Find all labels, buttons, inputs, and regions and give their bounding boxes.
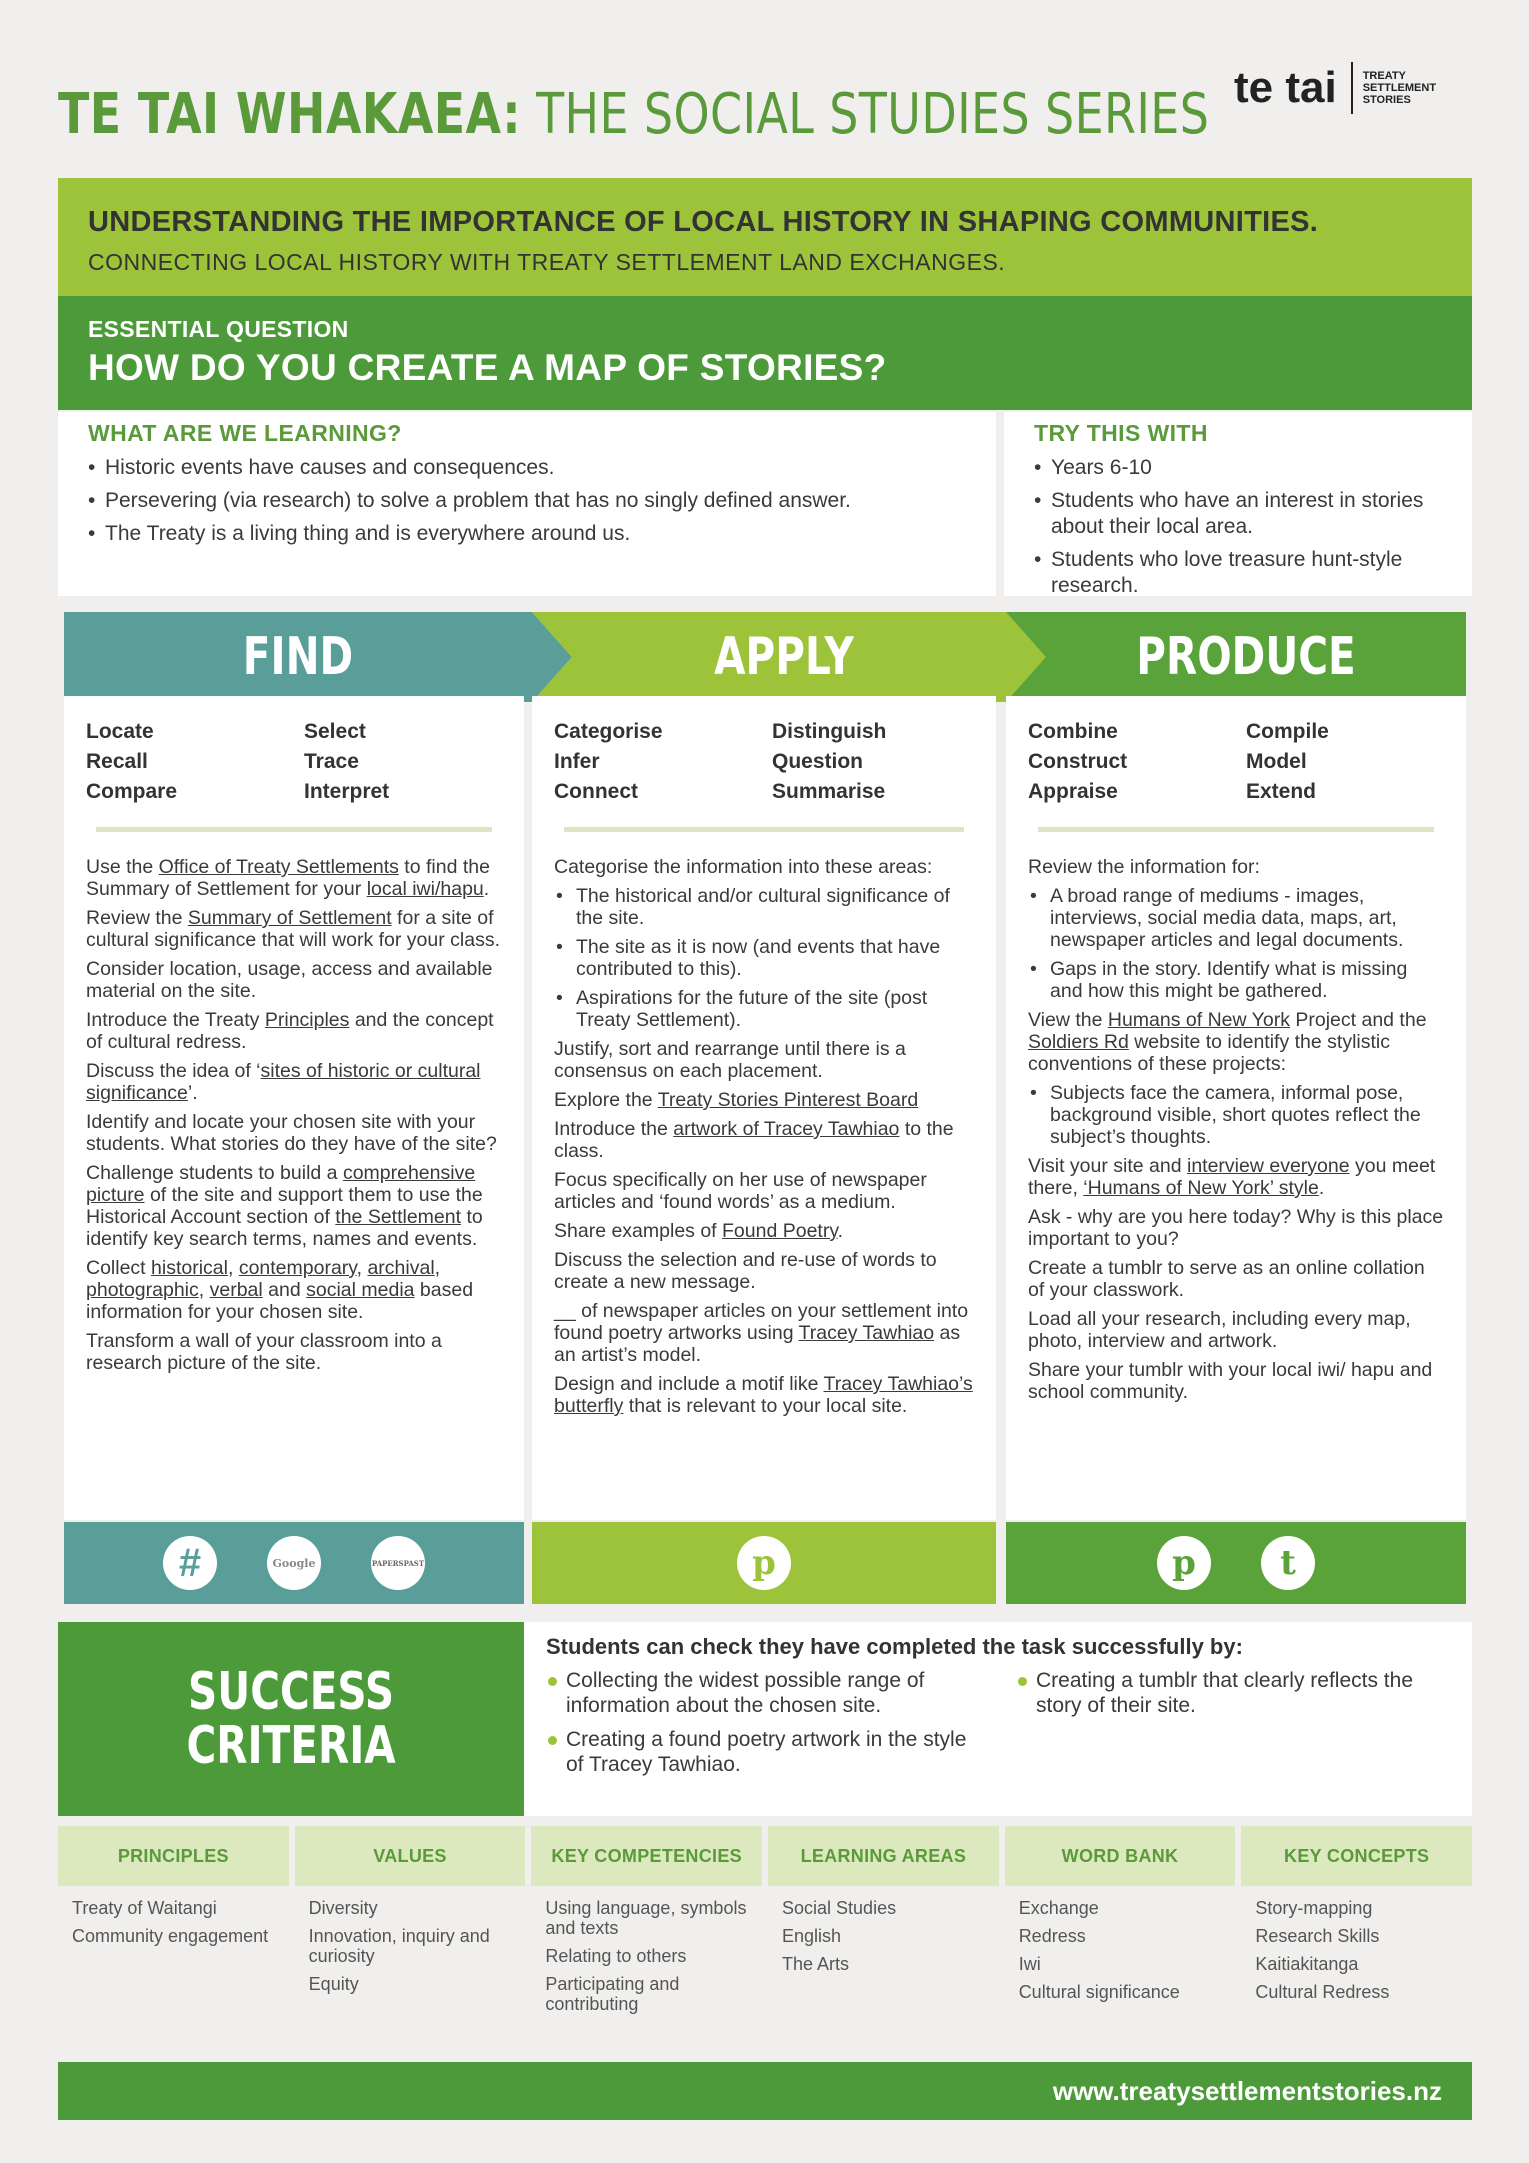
paragraph [86,1257,502,1323]
paragraph [86,1162,502,1250]
find-label: FIND [242,627,354,687]
text: to find the Summary of Settlement for your [86,856,490,900]
list-item: Cultural Redress [1255,1982,1390,2002]
text: Explore the [554,1089,658,1111]
find-body [86,856,502,1374]
list-item: Diversity [308,1898,378,1918]
the-settlement-link[interactable]: the Settlement [335,1206,462,1228]
website-link[interactable]: www.treatysettlementstories.nz [1052,2075,1442,2106]
logo-sub-1: TREATY [1362,70,1406,82]
text: , [434,1257,441,1279]
soldiers-rd-link[interactable]: Soldiers Rd [1028,1031,1129,1053]
key-concepts-column [1241,1826,1472,2034]
verb: Extend [1246,780,1317,803]
list-item: Treaty of Waitangi [72,1898,217,1918]
learning-areas-column [768,1826,999,2034]
try-this-box [1004,412,1472,596]
principles-column [58,1826,289,2034]
local-iwi-hapu-link[interactable]: local iwi/hapu [366,878,484,900]
list-item: Participating and contributing [545,1974,680,2014]
apply-arrow [532,612,1064,702]
paragraph [554,1118,974,1162]
list-item: Creating a tumblr that clearly reflects the story of their site. [1016,1668,1436,1718]
text: and the concept of cultural redress. [86,1009,494,1053]
archival-link[interactable]: archival [367,1257,435,1279]
list-item: • Aspirations for the future of the site (post Treaty Settlement). [554,987,974,1031]
paragraph: Share your tumblr with your local iwi/ hapu and school community. [1028,1359,1433,1403]
list-item: Story-mapping [1255,1898,1373,1918]
pinterest-icon[interactable]: p [737,1536,791,1590]
paragraph: Load all your research, including every map, photo, interview and artwork. [1028,1308,1411,1352]
paragraph [554,1089,974,1111]
list-item: Iwi [1018,1954,1041,1974]
verb: Model [1246,750,1307,773]
social-media-link[interactable]: social media [306,1279,415,1301]
verb: Compare [86,780,178,803]
values-column [295,1826,526,2034]
logo-sub-2: SETTLEMENT [1362,82,1437,94]
list-item: • Gaps in the story. Identify what is missing and how this might be gathered. [1028,958,1444,1002]
produce-body [1028,856,1444,1403]
list-item: English [782,1926,842,1946]
text: Use the [86,856,159,878]
paragraph: Create a tumblr to serve as an online collation of your classwork. [1028,1257,1425,1301]
summary-of-settlement-link[interactable]: Summary of Settlement [187,907,392,929]
contemporary-link[interactable]: contemporary [238,1257,357,1279]
success-criteria-box [524,1622,1472,1816]
paragraph: Focus specifically on her use of newspaper articles and ‘found words’ as a medium. [554,1169,927,1213]
sites-significance-link[interactable]: sites of historic or cultural significance [86,1060,481,1104]
paragraph: Consider location, usage, access and available material on the site. [86,958,493,1002]
lesson-subheading: CONNECTING LOCAL HISTORY WITH TREATY SETTLEMENT LAND EXCHANGES. [88,249,1006,275]
produce-arrow [1006,612,1466,702]
divider [96,827,492,832]
key-competencies-heading: KEY COMPETENCIES [531,1826,762,1886]
list-item: Redress [1018,1926,1086,1946]
values-heading: VALUES [295,1826,526,1886]
produce-verbs [1028,718,1444,805]
text: View the [1028,1009,1108,1031]
text: Discuss the idea of ‘ [86,1060,261,1082]
curriculum-tags [58,1826,1472,2034]
photographic-link[interactable]: photographic [86,1279,199,1301]
principles-heading: PRINCIPLES [58,1826,289,1886]
text: , [356,1257,368,1279]
list-item: Kaitiakitanga [1255,1954,1359,1974]
humans-of-new-york-link[interactable]: Humans of New York [1107,1009,1290,1031]
list-item: Innovation, inquiry and curiosity [308,1926,490,1966]
paragraph [86,1060,502,1104]
verb: Select [304,720,366,743]
divider [564,827,964,832]
paragraph: Justify, sort and rearrange until there is a consensus on each placement. [554,1038,906,1082]
pinterest-board-link[interactable]: Treaty Stories Pinterest Board [657,1089,919,1111]
paragraph: Discuss the selection and re-use of words to create a new message. [554,1249,937,1293]
text: Review the [86,907,188,929]
list-item: Community engagement [72,1926,269,1946]
success-intro: Students can check they have completed the task successfully by: [546,1634,1243,1659]
text: Share examples of [554,1220,723,1242]
office-treaty-settlements-link[interactable]: Office of Treaty Settlements [158,856,399,878]
text: , [227,1257,239,1279]
verb: Compile [1246,720,1329,743]
text: __ of newspaper articles on your settlement into found poetry artworks using [554,1300,969,1344]
verb: Recall [86,750,148,773]
verb: Categorise [554,720,663,743]
verb: Construct [1028,750,1128,773]
find-icon-bar [64,1522,524,1604]
verb: Locate [86,720,154,743]
title-bold: TE TAI WHAKAEA: [58,82,522,147]
paperspast-icon[interactable]: PAPERSPAST [371,1536,425,1590]
list-item: • Subjects face the camera, informal pose, background visible, short quotes reflect the subject’s thoughts. [1028,1082,1444,1148]
text: . [837,1220,844,1242]
learning-areas-heading: LEARNING AREAS [768,1826,999,1886]
paragraph [554,1300,974,1366]
divider [1038,827,1434,832]
essential-question-banner [58,296,1472,410]
list-item: The Arts [782,1954,850,1974]
paragraph: Identify and locate your chosen site with your students. What stories do they have of the site? [86,1111,497,1155]
text: to identify key search terms, names and events. [86,1206,483,1250]
paragraph: Review the information for: [1028,856,1260,878]
pinterest-icon[interactable]: p [1157,1536,1211,1590]
principles-link[interactable]: Principles [264,1009,350,1031]
produce-list-1 [1028,885,1444,1002]
logo-subtitle [1363,70,1436,106]
list-item: • The Treaty is a living thing and is everywhere around us. [88,521,966,547]
page-title [58,82,1209,147]
principles-list [58,1886,289,1966]
success-label-line1: SUCCESS [188,1662,394,1722]
list-item: • Students who have an interest in stories about their local area. [1034,488,1442,540]
text: that is relevant to your local site. [623,1395,908,1417]
essential-question: HOW DO YOU CREATE A MAP OF STORIES? [88,347,887,388]
key-competencies-column [531,1826,762,2034]
historical-link[interactable]: historical [151,1257,228,1279]
tracey-tawhiao-artwork-link[interactable]: artwork of Tracey Tawhiao [673,1118,900,1140]
paragraph: Transform a wall of your classroom into a research picture of the site. [86,1330,442,1374]
list-item: • Historic events have causes and consequences. [88,455,966,481]
logo [1234,62,1436,114]
comprehensive-picture-link[interactable]: comprehensive picture [86,1162,476,1206]
list-item: Cultural significance [1018,1982,1180,2002]
paragraph [86,856,502,900]
apply-label: APPLY [714,627,854,687]
google-icon[interactable]: Google [267,1536,321,1590]
paragraph [554,1373,974,1417]
word-bank-heading: WORD BANK [1005,1826,1236,1886]
text: , [198,1279,210,1301]
paragraph [554,1220,974,1242]
text: Introduce the Treaty [86,1009,265,1031]
find-verbs [86,718,502,805]
logo-word: te tai [1234,63,1337,112]
butterfly-link[interactable]: Tracey Tawhiao’s butterfly [554,1373,973,1417]
verbal-link[interactable]: verbal [209,1279,263,1301]
lesson-banner [58,178,1472,296]
lesson-heading: UNDERSTANDING THE IMPORTANCE OF LOCAL HISTORY IN SHAPING COMMUNITIES. [88,206,1319,238]
apply-body [554,856,974,1417]
paragraph [1028,1009,1444,1075]
text: based information for your chosen site. [86,1279,474,1323]
key-concepts-heading: KEY CONCEPTS [1241,1826,1472,1886]
success-criteria-label [58,1622,524,1816]
list-item: Equity [308,1974,359,1994]
verb: Summarise [772,780,886,803]
verb: Trace [304,750,359,773]
verb: Distinguish [772,720,887,743]
text: website to identify the stylistic conventions of these projects: [1028,1031,1390,1075]
logo-sub-3: STORIES [1362,94,1411,106]
paragraph [1028,1155,1444,1199]
produce-list-2 [1028,1082,1444,1148]
find-column [64,696,524,1520]
text: and [262,1279,307,1301]
list-item: Collecting the widest possible range of information about the chosen site. [546,1668,986,1718]
text: ’. [187,1082,198,1104]
hashtag-icon[interactable]: # [163,1536,217,1590]
list-item: Using language, symbols and texts [545,1898,747,1938]
learning-heading: WHAT ARE WE LEARNING? [88,420,402,446]
list-item: • Years 6-10 [1034,455,1442,481]
find-arrow [64,612,572,702]
list-item: Exchange [1018,1898,1099,1918]
text: Visit your site and [1028,1155,1187,1177]
list-item: Creating a found poetry artwork in the style of Tracey Tawhiao. [546,1727,986,1777]
text: Challenge students to build a [86,1162,343,1184]
list-item: • The historical and/or cultural significance of the site. [554,885,974,929]
humans-of-new-york-style-link[interactable]: ‘Humans of New York’ style [1083,1177,1319,1199]
list-item: Research Skills [1255,1926,1380,1946]
verb: Infer [554,750,600,773]
paragraph: Ask - why are you here today? Why is this place important to you? [1028,1206,1444,1250]
word-bank-list [1005,1886,1236,2022]
verb: Appraise [1028,780,1118,803]
try-this-heading: TRY THIS WITH [1034,420,1208,446]
list-item: • A broad range of mediums - images, interviews, social media data, maps, art, newspaper articles and legal documents. [1028,885,1444,951]
produce-label: PRODUCE [1136,627,1356,687]
verb: Question [772,750,864,773]
footer [58,2062,1472,2120]
text: to the class. [554,1118,954,1162]
learning-list [88,455,966,547]
values-list [295,1886,526,2014]
text: Project and the [1289,1009,1427,1031]
success-list-1 [546,1668,986,1786]
paragraph [86,907,502,951]
success-list-2 [1016,1668,1436,1786]
tumblr-icon[interactable]: t [1261,1536,1315,1590]
apply-icon-bar [532,1522,996,1604]
interview-everyone-link[interactable]: interview everyone [1186,1155,1350,1177]
text: Introduce the [554,1118,674,1140]
title-light: THE SOCIAL STUDIES SERIES [536,82,1210,147]
text: for a site of cultural significance that will work for your class. [86,907,500,951]
learning-box [58,412,996,596]
apply-list [554,885,974,1031]
essential-question-label: ESSENTIAL QUESTION [88,316,349,342]
learning-areas-list [768,1886,999,1994]
key-competencies-list [531,1886,762,2034]
paragraph [86,1009,502,1053]
verb: Combine [1028,720,1118,743]
list-item: • The site as it is now (and events that have contributed to this). [554,936,974,980]
success-columns [546,1668,1450,1786]
produce-icon-bar [1006,1522,1466,1604]
text: as an artist’s model. [554,1322,961,1366]
success-label-line2: CRITERIA [186,1716,396,1776]
apply-verbs [554,718,974,805]
word-bank-column [1005,1826,1236,2034]
found-poetry-link[interactable]: Found Poetry [722,1220,838,1242]
verb: Connect [554,780,638,803]
list-item: Relating to others [545,1946,687,1966]
text: Design and include a motif like [554,1373,824,1395]
text: Collect [86,1257,152,1279]
apply-column [532,696,996,1520]
text: of the site and support them to use the Historical Account section of [86,1184,483,1228]
list-item: • Persevering (via research) to solve a problem that has no singly defined answer. [88,488,966,514]
text: . [1318,1177,1325,1199]
verb: Interpret [304,780,390,803]
list-item: Social Studies [782,1898,897,1918]
text: you meet there, [1028,1155,1436,1199]
key-concepts-list [1241,1886,1472,2022]
text: . [483,878,490,900]
list-item: • Students who love treasure hunt-style research. [1034,547,1442,599]
tracey-tawhiao-link[interactable]: Tracey Tawhiao [798,1322,935,1344]
try-this-list [1034,455,1442,599]
logo-divider [1351,62,1353,114]
paragraph: Categorise the information into these areas: [554,856,933,878]
produce-column [1006,696,1466,1520]
